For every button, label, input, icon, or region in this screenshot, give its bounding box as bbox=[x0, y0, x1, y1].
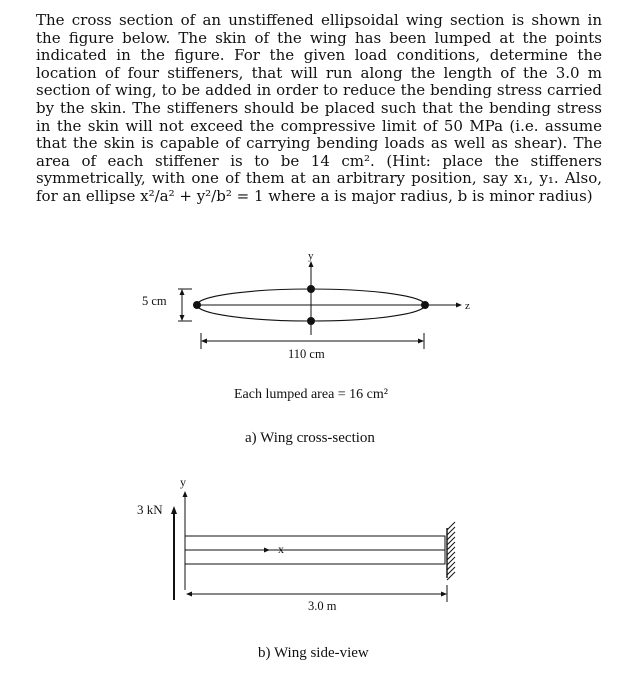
wing-side-view-figure bbox=[137, 475, 455, 661]
problem-statement: The cross section of an unstiffened ellipsoidal wing section is shown in the figure below. The skin of the wing has been lumped at the points indicated in the figure. For the given load conditions, determine the location of four stiffeners, that will run along the length of the 3.0 m section of wing, to be added in order to reduce the bending stress carried by the skin. The stiffeners should be placed such that the bending stress in the skin will not exceed the compressive limit of 50 MPa (i.e. assume that the skin is capable of carrying bending loads as well as shear). The area of each stiffener is to be 14 cm². (Hint: place the stiffeners symmetrically, with one of them at an arbitrary position, say x₁, y₁. Also, for an ellipse x²/a² + y²/b² = 1 where a is major radius, b is minor radius) bbox=[36, 11, 602, 205]
length-dimension-label: 3.0 m bbox=[308, 599, 337, 613]
height-dim-arrow-bottom bbox=[180, 315, 185, 321]
z-axis-arrowhead bbox=[456, 303, 462, 308]
lumped-area-top bbox=[307, 285, 315, 293]
y-axis-label-a: y bbox=[308, 250, 314, 262]
lumped-area-note: Each lumped area = 16 cm² bbox=[234, 387, 388, 402]
lumped-area-right bbox=[421, 301, 429, 309]
wall-hatching bbox=[447, 522, 455, 580]
z-axis-label: z bbox=[465, 300, 470, 312]
side-y-axis-label: y bbox=[180, 475, 186, 489]
caption-b: b) Wing side-view bbox=[258, 645, 369, 661]
length-dim-arrow-left bbox=[186, 592, 192, 597]
height-dimension-label: 5 cm bbox=[142, 294, 167, 308]
x-axis-label: x bbox=[278, 542, 284, 556]
x-axis-arrowhead bbox=[264, 548, 270, 553]
load-arrow-head bbox=[171, 506, 177, 514]
lumped-area-bottom bbox=[307, 317, 315, 325]
width-dimension-label: 110 cm bbox=[288, 347, 325, 361]
length-dim-arrow-right bbox=[441, 592, 447, 597]
width-dim-arrow-left bbox=[201, 339, 207, 344]
width-dim-arrow-right bbox=[418, 339, 424, 344]
lumped-area-left bbox=[193, 301, 201, 309]
height-dim-arrow-top bbox=[180, 289, 185, 295]
wing-cross-section-figure bbox=[142, 250, 470, 446]
load-label: 3 kN bbox=[137, 502, 163, 517]
side-y-axis-arrowhead bbox=[183, 491, 188, 497]
caption-a: a) Wing cross-section bbox=[245, 430, 375, 446]
